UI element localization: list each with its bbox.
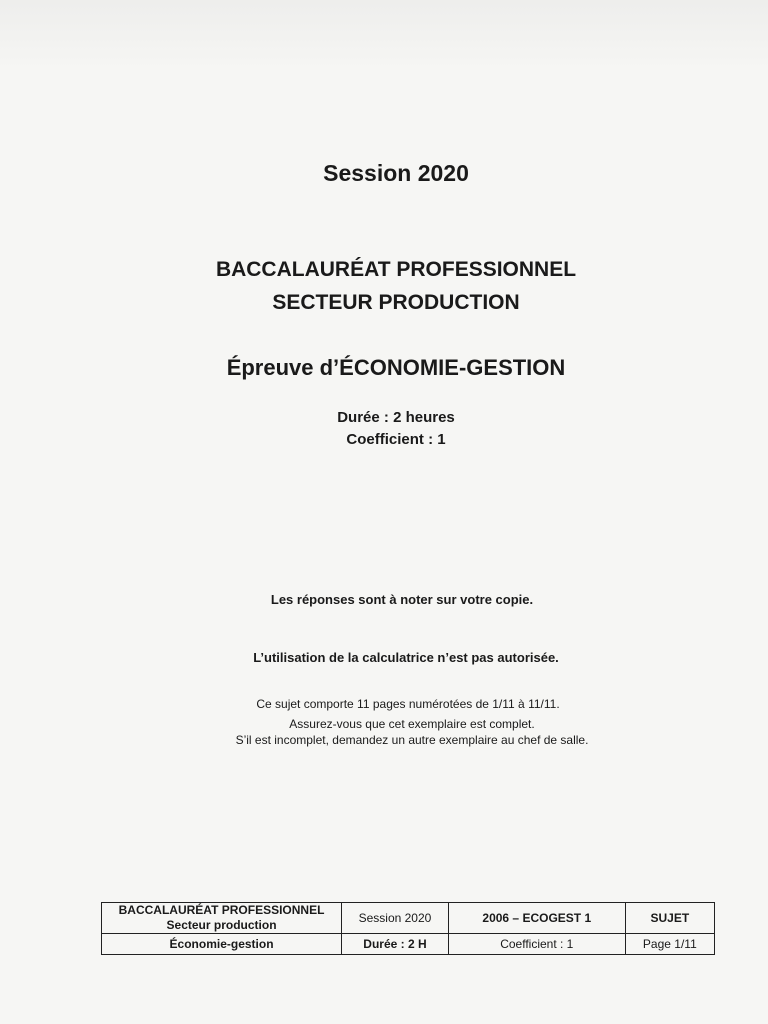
footer-bac-line1: BACCALAURÉAT PROFESSIONNEL — [118, 903, 325, 917]
footer-bac-cell — [102, 903, 342, 934]
subject-title: Épreuve d’ÉCONOMIE-GESTION — [226, 355, 566, 380]
footer-info-table — [101, 902, 715, 955]
exam-title-line1: BACCALAURÉAT PROFESSIONNEL — [215, 258, 577, 281]
footer-session-cell: Session 2020 — [342, 903, 449, 934]
scan-bleed-through — [0, 0, 768, 70]
footer-matiere-cell: Économie-gestion — [102, 934, 342, 955]
footer-page-cell: Page 1/11 — [625, 934, 714, 955]
completeness-info: Assurez-vous que cet exemplaire est complet. — [289, 717, 535, 731]
footer-row-1 — [102, 903, 715, 934]
duration-text: Durée : 2 heures — [337, 409, 455, 426]
footer-code-cell: 2006 – ECOGEST 1 — [448, 903, 625, 934]
footer-coefficient-cell: Coefficient : 1 — [448, 934, 625, 955]
session-title: Session 2020 — [323, 160, 469, 186]
footer-type-cell: SUJET — [625, 903, 714, 934]
coefficient-text: Coefficient : 1 — [346, 431, 446, 448]
page-count-info: Ce sujet comporte 11 pages numérotées de 1/11 à 11/11. — [256, 697, 560, 711]
footer-bac-line2: Secteur production — [166, 918, 277, 932]
calculator-instruction: L’utilisation de la calculatrice n’est pas autorisée. — [253, 650, 559, 665]
footer-duree-cell: Durée : 2 H — [342, 934, 449, 955]
footer-row-2 — [102, 934, 715, 955]
answers-instruction: Les réponses sont à noter sur votre copie. — [270, 592, 534, 607]
exam-title-line2: SECTEUR PRODUCTION — [272, 291, 520, 314]
incomplete-info: S’il est incomplet, demandez un autre exemplaire au chef de salle. — [235, 733, 589, 747]
